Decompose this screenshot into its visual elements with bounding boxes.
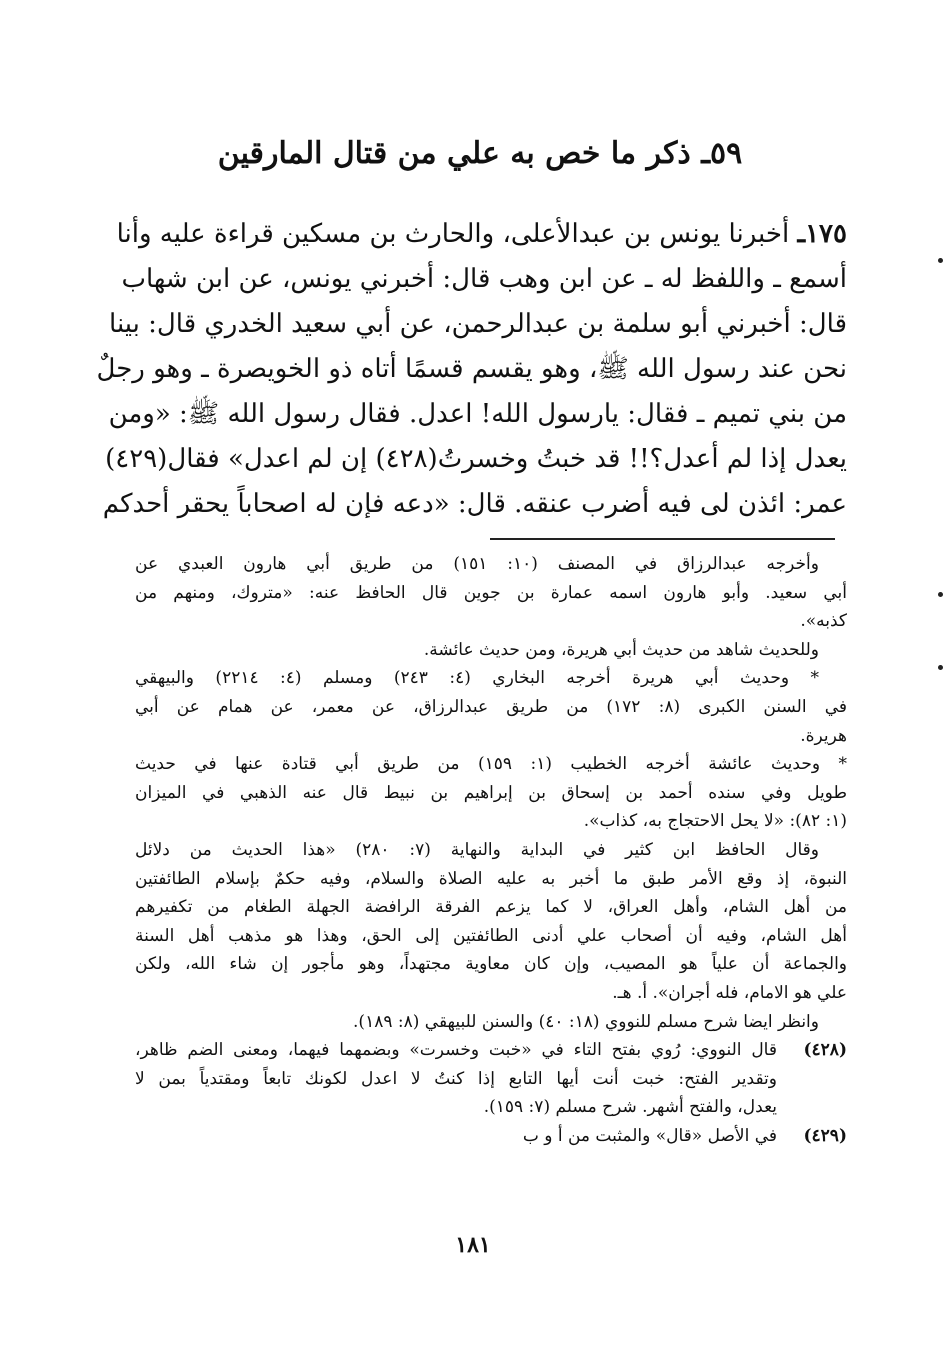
note-line: قال النووي: رُوي بفتح التاء في «خبت وخسرت» وبضمهما فيهما، ومعنى الضم ظاهر، [135,1040,777,1061]
note-line: من أهل الشام، وأهل العراق، لا كما يزعم الفرقة الرافضة الجهلة الطغام من تكفيرهم [135,897,848,918]
note-line: يعدل، والفتح أشهر. شرح مسلم (٧: ١٥٩). [483,1097,777,1118]
note-line: وقال الحافظ ابن كثير في البداية والنهاية (٧: ٢٨٠) «هذا الحديث من دلائل [135,839,819,860]
margin-mark [938,665,943,670]
hadith-line: أسمع ـ واللفظ له ـ عن ابن وهب قال: أخبرني يونس، عن ابن شهاب [121,264,847,294]
note-line: (١: ٨٢): «لا يحل الاحتجاج به، كذاب». [583,811,847,832]
footnote-marker: (٤٢٨) [803,1040,847,1061]
note-line: * وحديث أبي هريرة أخرجه البخاري (٤: ٢٤٣) ومسلم (٤: ٢٢١٤) والبيهقي [135,668,819,689]
note-line: طويل وفي سنده أحمد بن إسحاق بن إبراهيم بن نبيط قال عنه الذهبي في الميزان [135,782,847,803]
hadith-line: نحن عند رسول الله ﷺ، وهو يقسم قسمًا أتاه ذو الخويصرة ـ وهو رجلٌ [96,354,847,384]
chapter-title: ٥٩ـ ذكر ما خص به علي من قتال المارقين [217,136,743,171]
footnote-marker: (٤٢٩) [803,1125,847,1146]
note-line: وانظر ايضا شرح مسلم للنووي (١٨: ٤٠) والسنن للبيهقي (٨: ١٨٩). [353,1011,819,1032]
footnote-separator [490,538,835,540]
hadith-line: يعدل إذا لم أعدل؟!! قد خبتُ وخسرتُ(٤٢٨) إن لم اعدل» فقال(٤٢٩) [105,444,847,474]
note-line: كذبه». [800,611,847,632]
hadith-line: عمر: ائذن لى فيه أضرب عنقه. قال: «دعه فإن له اصحاباً يحقر أحدكم [102,489,847,519]
footnote-429 [135,1122,847,1151]
note-line: في السنن الكبرى (٨: ١٧٢) من طريق عبدالرزاق، عن معمر، عن همام عن أبي [135,696,847,717]
margin-mark [938,592,943,597]
hadith-line: من بني تميم ـ فقال: يارسول الله! اعدل. فقال رسول الله ﷺ: «ومن [108,399,847,429]
note-line: أهل الشام، وفيه أن أصحاب علي أدنى الطائفتين إلى الحق، وهذا هو مذهب أهل السنة [135,925,847,946]
page-number: ١٨١ [455,1232,491,1258]
hadith-number: ١٧٥ـ [797,219,847,249]
note-line: النبوة، إذ وقع الأمر طبق ما أخبر به عليه الصلاة والسلام، وفيه حكمٌ بإسلام الطائفتين [135,868,847,889]
footnotes [135,550,847,1150]
note-line: في الأصل «قال» والمثبت من أ و ب [522,1125,777,1146]
note-line: وتقدير الفتح: خبت أنت أيها التابع إذا كنتُ لا اعدل لكونك تابعاً ومقتدياً بمن لا [135,1068,777,1089]
margin-mark [938,258,943,263]
note-line: هريرة. [800,725,847,746]
note-line: وأخرجه عبدالرزاق في المصنف (١٠: ١٥١) من طريق أبي هارون العبدي عن [135,554,819,574]
note-line: * وحديث عائشة أخرجه الخطيب (١: ١٥٩) من طريق أبي قتادة عنها في حديث [135,754,847,775]
note-line: والجماعة أن علياً هو المصيب، وإن كان معاوية مجتهداً، وهو مأجور إن شاء الله، ولكن [135,954,847,975]
hadith-text [96,212,847,527]
footnote-428 [135,1036,847,1122]
note-line: أبي سعيد. وأبو هارون اسمه عمارة بن جوين قال الحافظ عنه: «متروك، ومنهم من [135,582,847,603]
note-line: وللحديث شاهد من حديث أبي هريرة، ومن حديث عائشة. [423,639,819,660]
hadith-line: قال: أخبرني أبو سلمة بن عبدالرحمن، عن أبي سعيد الخدري قال: بينا [109,309,847,339]
note-line: علي هو الامام، فله أجران». أ. هـ. [612,982,847,1003]
hadith-line: ١٧٥ـ أخبرنا يونس بن عبدالأعلى، والحارث بن مسكين قراءة عليه وأنا [116,219,847,249]
